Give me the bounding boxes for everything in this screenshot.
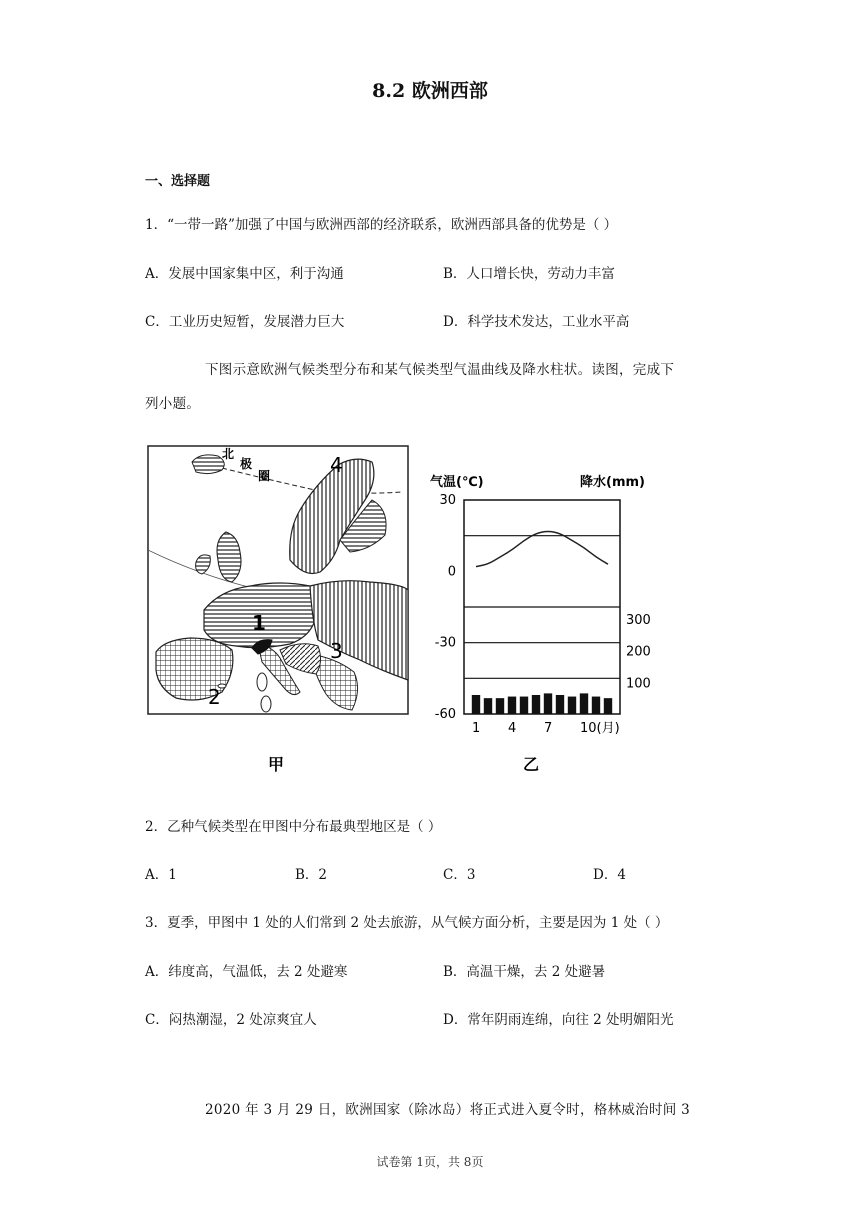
figure-svg (140, 440, 670, 780)
precip-tick-label: 200 (626, 644, 651, 660)
precip-bar (484, 698, 492, 714)
chart-x-ticks (472, 721, 620, 736)
map-label-3: 3 (330, 639, 343, 663)
precip-tick-label: 100 (626, 676, 651, 692)
precip-bar (556, 695, 564, 714)
precip-bar (472, 695, 480, 714)
chart-left-axis-label: 气温(℃) (430, 475, 484, 490)
tail-paragraph-line: 2020 年 3 月 29 日，欧洲国家（除冰岛）将正式进入夏令时，格林威治时间 3 (205, 1102, 691, 1118)
question-3-option-c: C．闷热潮湿，2 处凉爽宜人 (145, 1012, 317, 1028)
sardinia-island (261, 696, 271, 712)
question-1-stem: 1．“一带一路”加强了中国与欧洲西部的经济联系，欧洲西部具备的优势是（ ） (145, 217, 618, 233)
iceland-shape (192, 455, 224, 474)
precip-bar (544, 693, 552, 714)
page-title: 8.2 欧洲西部 (372, 80, 488, 102)
section-heading: 一、选择题 (145, 174, 211, 189)
map-label-circle: 圈 (258, 469, 271, 483)
question-1-option-b: B．人口增长快，劳动力丰富 (443, 266, 615, 282)
x-tick-label: 4 (508, 721, 517, 736)
question-2-option-c: C．3 (443, 867, 476, 883)
question-3-option-a: A．纬度高，气温低，去 2 处避寒 (145, 964, 348, 980)
intro-line-1: 下图示意欧洲气候类型分布和某气候类型气温曲线及降水柱状。读图，完成下 (205, 362, 675, 378)
x-tick-label: 7 (544, 721, 553, 736)
temp-tick-label: 0 (447, 564, 456, 580)
question-2-option-d: D．4 (593, 867, 626, 883)
question-1-option-c: C．工业历史短暂，发展潜力巨大 (145, 314, 345, 330)
chart-temp-ticks (435, 493, 456, 722)
chart-precip-ticks (626, 613, 651, 691)
map-label-pole: 极 (240, 457, 253, 471)
intro-line-2: 列小题。 (145, 396, 201, 412)
map-label-north: 北 (222, 447, 235, 461)
climate-chart (430, 474, 651, 736)
question-1-option-d: D．科学技术发达，工业水平高 (443, 314, 630, 330)
map-label-4: 4 (330, 453, 343, 477)
question-3-stem: 3．夏季，甲图中 1 处的人们常到 2 处去旅游，从气候方面分析，主要是因为 1 处（ ） (145, 915, 669, 931)
question-3-option-d: D．常年阴雨连绵，向往 2 处明媚阳光 (443, 1012, 674, 1028)
question-3-option-b: B．高温干燥，去 2 处避暑 (443, 964, 606, 980)
question-2-option-b: B．2 (295, 867, 328, 883)
precip-bar (580, 693, 588, 714)
precip-bar (592, 697, 600, 714)
precip-bar (568, 697, 576, 714)
europe-climate-map (148, 446, 408, 714)
corsica-island (257, 673, 267, 691)
question-1-option-a: A．发展中国家集中区，利于沟通 (145, 266, 344, 282)
precip-bar (532, 695, 540, 714)
x-tick-label: 1 (472, 721, 481, 736)
map-label-1: 1 (252, 611, 266, 635)
precip-tick-label: 300 (626, 612, 651, 628)
precip-bar (496, 698, 504, 714)
figure-panel (140, 440, 670, 780)
map-label-2: 2 (208, 685, 221, 709)
figure-label-yi: 乙 (523, 755, 540, 774)
temp-tick-label: -30 (434, 635, 456, 651)
temp-tick-label: 30 (439, 493, 456, 508)
precip-bar (604, 698, 612, 714)
precip-bar (508, 697, 516, 714)
question-2-option-a: A．1 (145, 867, 177, 883)
iberia-shape (156, 638, 233, 700)
temp-tick-label: -60 (434, 707, 456, 722)
chart-right-axis-label: 降水(mm) (580, 475, 645, 490)
question-2-stem: 2．乙种气候类型在甲图中分布最典型地区是（ ） (145, 819, 442, 835)
x-tick-label: 10(月) (580, 721, 620, 736)
precip-bar (520, 697, 528, 714)
page-footer: 试卷第 1页，共 8页 (376, 1155, 484, 1169)
figure-label-jia: 甲 (268, 755, 285, 774)
